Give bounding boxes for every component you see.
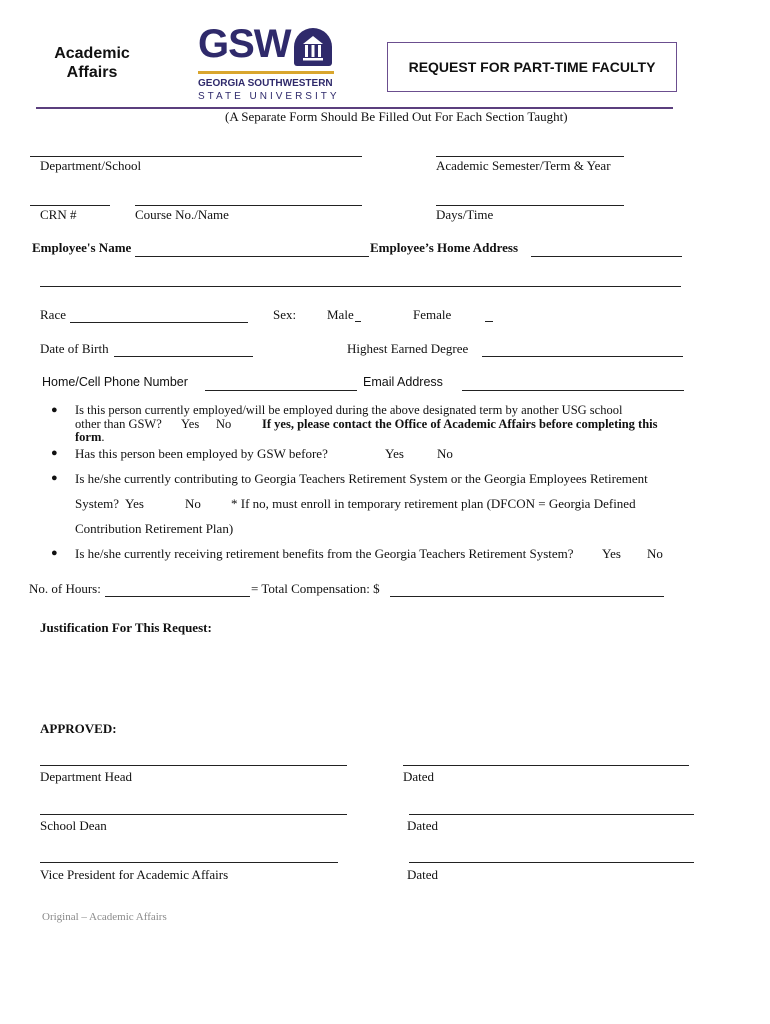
crn-field[interactable] xyxy=(30,189,110,206)
dept-head-date-line[interactable] xyxy=(403,765,689,766)
q4-text: Is he/she currently receiving retirement benefits from the Georgia Teachers Retirement System? xyxy=(75,546,574,561)
total-comp-label: = Total Compensation: $ xyxy=(251,581,380,596)
email-label: Email Address xyxy=(363,375,443,389)
department-field[interactable] xyxy=(30,140,362,157)
total-comp-field[interactable] xyxy=(390,580,664,597)
hours-label: No. of Hours: xyxy=(29,581,101,596)
q1-line2: other than GSW? xyxy=(75,417,162,431)
form-subtitle: (A Separate Form Should Be Filled Out For Each Section Taught) xyxy=(225,109,568,124)
vp-signature-line[interactable] xyxy=(40,862,338,863)
q3-yes-option[interactable]: Yes xyxy=(125,496,144,511)
form-title-box xyxy=(387,42,677,92)
logo-state: STATE UNIVERSITY xyxy=(198,91,340,102)
vp-date-line[interactable] xyxy=(409,862,694,863)
degree-field[interactable] xyxy=(482,340,683,357)
vp-dated-label: Dated xyxy=(407,867,439,882)
dob-field[interactable] xyxy=(114,340,253,357)
justification-area[interactable] xyxy=(40,640,684,714)
dob-label: Date of Birth xyxy=(40,341,109,356)
hours-field[interactable] xyxy=(105,580,250,597)
dept-head-signature-line[interactable] xyxy=(40,765,347,766)
race-field[interactable] xyxy=(70,306,248,323)
days-time-field[interactable] xyxy=(436,189,624,206)
phone-label: Home/Cell Phone Number xyxy=(42,375,188,389)
tower-icon xyxy=(294,28,332,66)
q3-note-line2: Contribution Retirement Plan) xyxy=(75,521,234,536)
routing-note: Original – Academic Affairs xyxy=(42,911,167,923)
q1-note: If yes, please contact the Office of Academic Affairs before completing this xyxy=(262,417,658,431)
q2-text: Has this person been employed by GSW before? xyxy=(75,446,328,461)
form-title: REQUEST FOR PART-TIME FACULTY xyxy=(408,59,656,75)
q2-no-option[interactable]: No xyxy=(437,446,453,461)
semester-field[interactable] xyxy=(436,140,624,157)
home-address-label: Employee’s Home Address xyxy=(370,240,519,255)
dean-signature-line[interactable] xyxy=(40,814,347,815)
bullet-q2: ● xyxy=(51,447,58,459)
phone-field[interactable] xyxy=(205,374,357,391)
logo-university: GEORGIA SOUTHWESTERN xyxy=(198,78,333,89)
dept-label xyxy=(50,44,134,82)
degree-label: Highest Earned Degree xyxy=(347,341,469,356)
q4-yes-option[interactable]: Yes xyxy=(602,546,621,561)
employee-name-label: Employee's Name xyxy=(32,240,132,255)
days-time-label: Days/Time xyxy=(436,207,494,222)
q3-line1: Is he/she currently contributing to Georgia Teachers Retirement System or the Georgia Employees Retirement xyxy=(75,471,648,486)
gsw-logo xyxy=(198,22,340,106)
bullet-q3: ● xyxy=(51,472,58,484)
dean-dated-label: Dated xyxy=(407,818,439,833)
dept-head-dated-label: Dated xyxy=(403,769,435,784)
logo-letters: GSW xyxy=(198,22,291,66)
bullet-q4: ● xyxy=(51,547,58,559)
justification-label: Justification For This Request: xyxy=(40,620,212,635)
q2-yes-option[interactable]: Yes xyxy=(385,446,404,461)
dean-label: School Dean xyxy=(40,818,107,833)
dept-head-label: Department Head xyxy=(40,769,133,784)
q3-line2: System? xyxy=(75,496,120,511)
q1-line1: Is this person currently employed/will be employed during the above designated term by another USG school xyxy=(75,403,623,417)
home-address-line2-field[interactable] xyxy=(40,270,681,287)
employee-name-field[interactable] xyxy=(135,240,369,257)
email-field[interactable] xyxy=(462,374,684,391)
department-label: Department/School xyxy=(40,158,142,173)
crn-label: CRN # xyxy=(40,207,77,222)
course-label: Course No./Name xyxy=(135,207,229,222)
sex-label: Sex: xyxy=(273,307,297,322)
dept-label-line1: Academic xyxy=(54,45,130,62)
course-field[interactable] xyxy=(135,189,362,206)
dean-date-line[interactable] xyxy=(409,814,694,815)
semester-label: Academic Semester/Term & Year xyxy=(436,158,611,173)
q3-note: * If no, must enroll in temporary retirement plan (DFCON = Georgia Defined xyxy=(231,496,636,511)
home-address-field[interactable] xyxy=(531,240,682,257)
q1-note-line2: form. xyxy=(75,430,105,444)
logo-gold-rule xyxy=(198,71,334,74)
q1-yes-option[interactable]: Yes xyxy=(181,417,200,431)
female-mark-line[interactable] xyxy=(485,321,493,322)
q4-no-option[interactable]: No xyxy=(647,546,663,561)
female-option[interactable]: Female xyxy=(413,307,452,322)
race-label: Race xyxy=(40,307,66,322)
vp-label: Vice President for Academic Affairs xyxy=(40,867,229,882)
bullet-q1: ● xyxy=(51,404,58,416)
q3-no-option[interactable]: No xyxy=(185,496,201,511)
dept-label-line2: Affairs xyxy=(66,64,118,81)
male-mark-line[interactable] xyxy=(355,321,361,322)
male-option[interactable]: Male xyxy=(327,307,354,322)
approved-heading: APPROVED: xyxy=(40,721,117,736)
q1-no-option[interactable]: No xyxy=(216,417,232,431)
